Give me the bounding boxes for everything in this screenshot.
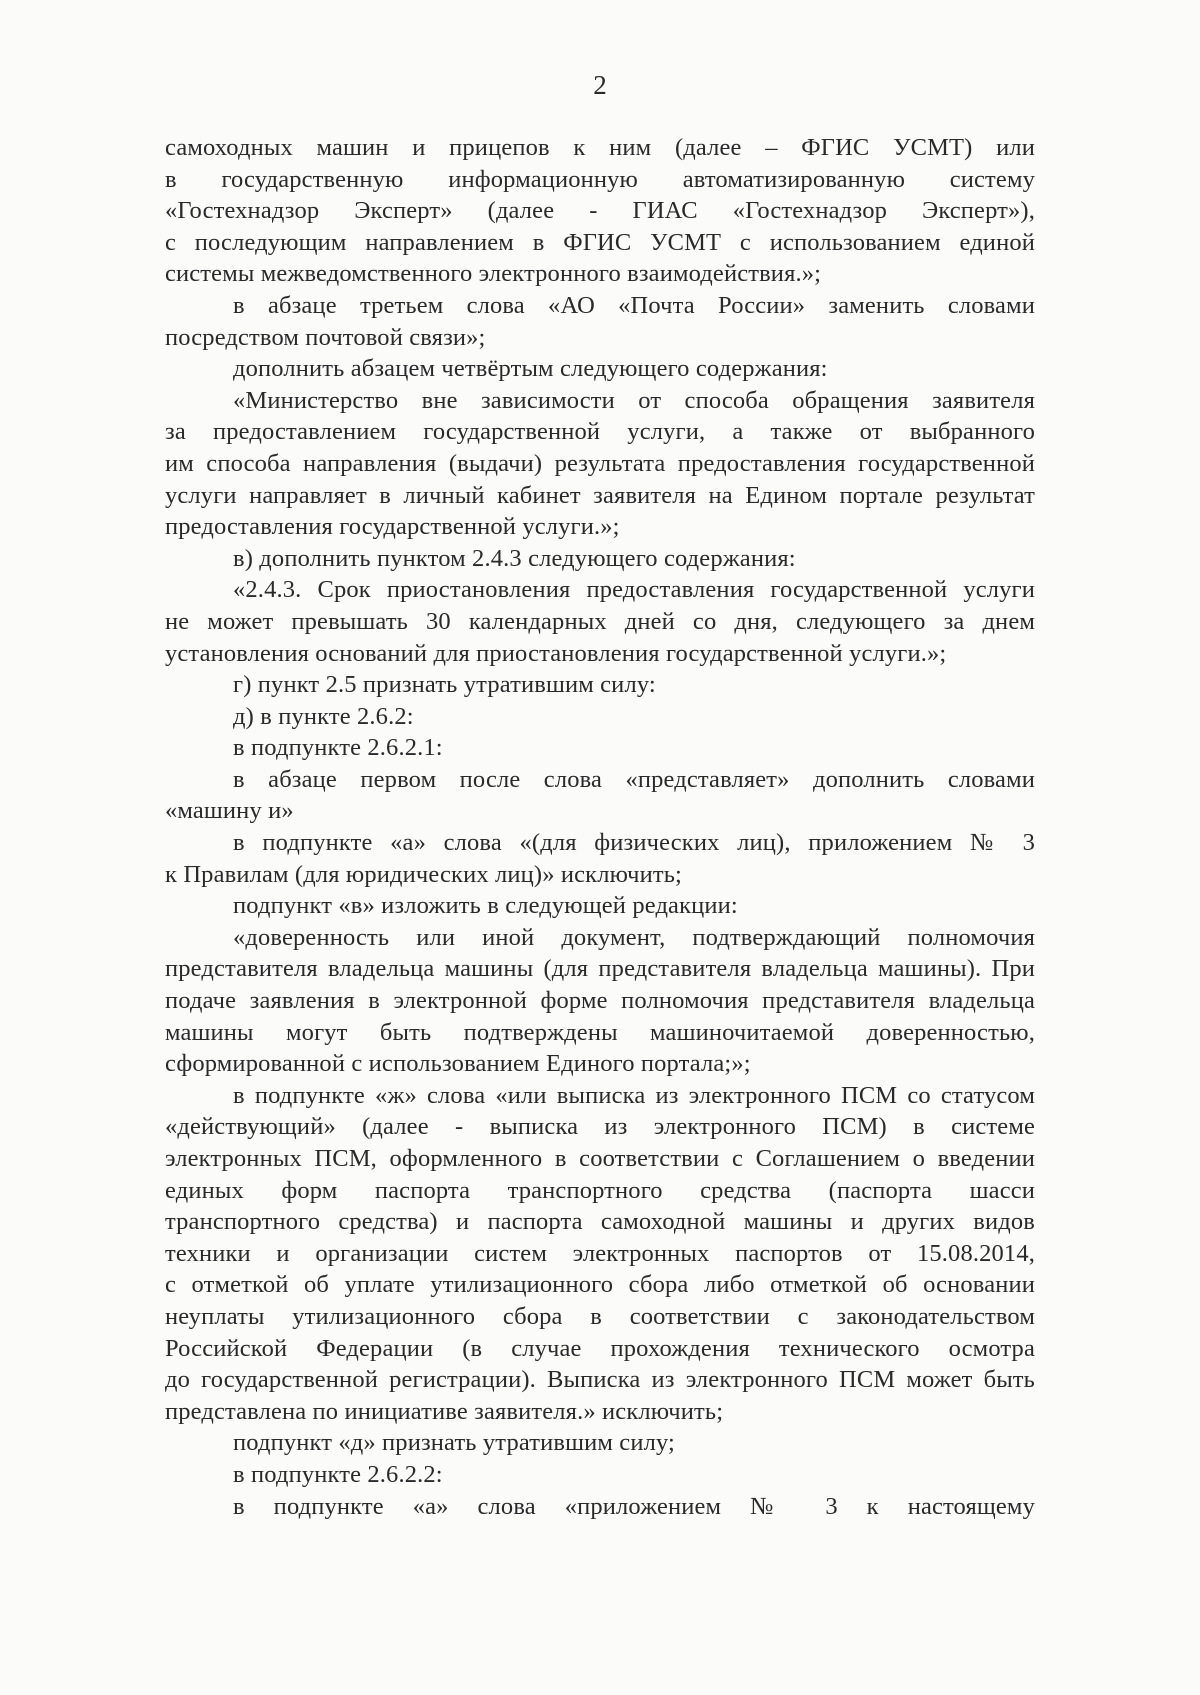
- text-line: «доверенность или иной документ, подтверждающий полномочия: [233, 923, 1035, 951]
- text-line: «действующий» (далее - выписка из электронного ПСМ) в системе: [165, 1113, 1035, 1141]
- text-line: в подпункте 2.6.2.2:: [233, 1460, 443, 1488]
- text-line: транспортного средства) и паспорта самоходной машины и других видов: [165, 1208, 1035, 1236]
- text-line: г) пункт 2.5 признать утратившим силу:: [233, 671, 656, 699]
- text-line: в подпункте «ж» слова «или выписка из электронного ПСМ со статусом: [233, 1081, 1035, 1109]
- document-body: [165, 132, 1035, 1522]
- text-line: «Министерство вне зависимости от способа обращения заявителя: [233, 386, 1035, 414]
- text-line: в подпункте 2.6.2.1:: [233, 734, 443, 762]
- text-line: самоходных машин и прицепов к ним (далее – ФГИС УСМТ) или: [165, 134, 1035, 161]
- text-line: подпункт «в» изложить в следующей редакции:: [233, 892, 738, 920]
- text-line: услуги направляет в личный кабинет заявителя на Едином портале результат: [165, 481, 1035, 509]
- text-line: в подпункте «а» слова «(для физических лиц), приложением № 3: [233, 829, 1035, 857]
- text-line: установления оснований для приостановления государственной услуги.»;: [165, 639, 947, 667]
- text-line: подпункт «д» признать утратившим силу;: [233, 1429, 675, 1457]
- text-line: «Гостехнадзор Эксперт» (далее - ГИАС «Гостехнадзор Эксперт»),: [165, 197, 1035, 225]
- text-line: представлена по инициативе заявителя.» исключить;: [165, 1397, 724, 1425]
- text-line: в абзаце третьем слова «АО «Почта России» заменить словами: [233, 291, 1035, 319]
- text-line: «машину и»: [165, 797, 294, 825]
- text-line: техники и организации систем электронных паспортов от 15.08.2014,: [165, 1239, 1035, 1267]
- text-line: в государственную информационную автоматизированную систему: [165, 165, 1035, 193]
- text-line: единых форм паспорта транспортного средства (паспорта шасси: [165, 1176, 1035, 1204]
- text-line: д) в пункте 2.6.2:: [233, 702, 414, 730]
- text-line: неуплаты утилизационного сбора в соответствии с законодательством: [165, 1302, 1035, 1330]
- text-line: в) дополнить пунктом 2.4.3 следующего содержания:: [233, 544, 796, 572]
- text-line: к Правилам (для юридических лиц)» исключить;: [165, 860, 682, 888]
- text-line: им способа направления (выдачи) результата предоставления государственной: [165, 449, 1035, 477]
- text-line: представителя владельца машины (для представителя владельца машины). При: [165, 955, 1035, 983]
- text-line: электронных ПСМ, оформленного в соответствии с Соглашением о введении: [165, 1145, 1035, 1172]
- text-line: машины могут быть подтверждены машиночитаемой доверенностью,: [165, 1018, 1035, 1046]
- page-number: 2: [593, 70, 607, 100]
- text-line: в абзаце первом после слова «представляет» дополнить словами: [233, 765, 1035, 793]
- text-line: подаче заявления в электронной форме полномочия представителя владельца: [165, 987, 1035, 1015]
- text-line: предоставления государственной услуги.»;: [165, 513, 620, 541]
- text-line: Российской Федерации (в случае прохождения технического осмотра: [165, 1334, 1035, 1362]
- text-line: с последующим направлением в ФГИС УСМТ с использованием единой: [165, 228, 1035, 256]
- text-line: посредством почтовой связи»;: [165, 323, 486, 351]
- text-line: до государственной регистрации). Выписка из электронного ПСМ может быть: [165, 1366, 1035, 1394]
- text-line: в подпункте «а» слова «приложением № 3 к настоящему: [233, 1492, 1035, 1520]
- text-line: за предоставлением государственной услуги, а также от выбранного: [165, 418, 1035, 446]
- text-line: не может превышать 30 календарных дней со дня, следующего за днем: [165, 607, 1035, 635]
- text-line: с отметкой об уплате утилизационного сбора либо отметкой об основании: [165, 1271, 1035, 1299]
- text-line: «2.4.3. Срок приостановления предоставления государственной услуги: [233, 576, 1035, 604]
- text-line: системы межведомственного электронного взаимодействия.»;: [165, 260, 822, 288]
- text-line: сформированной с использованием Единого портала;»;: [165, 1050, 751, 1078]
- text-line: дополнить абзацем четвёртым следующего содержания:: [233, 355, 828, 383]
